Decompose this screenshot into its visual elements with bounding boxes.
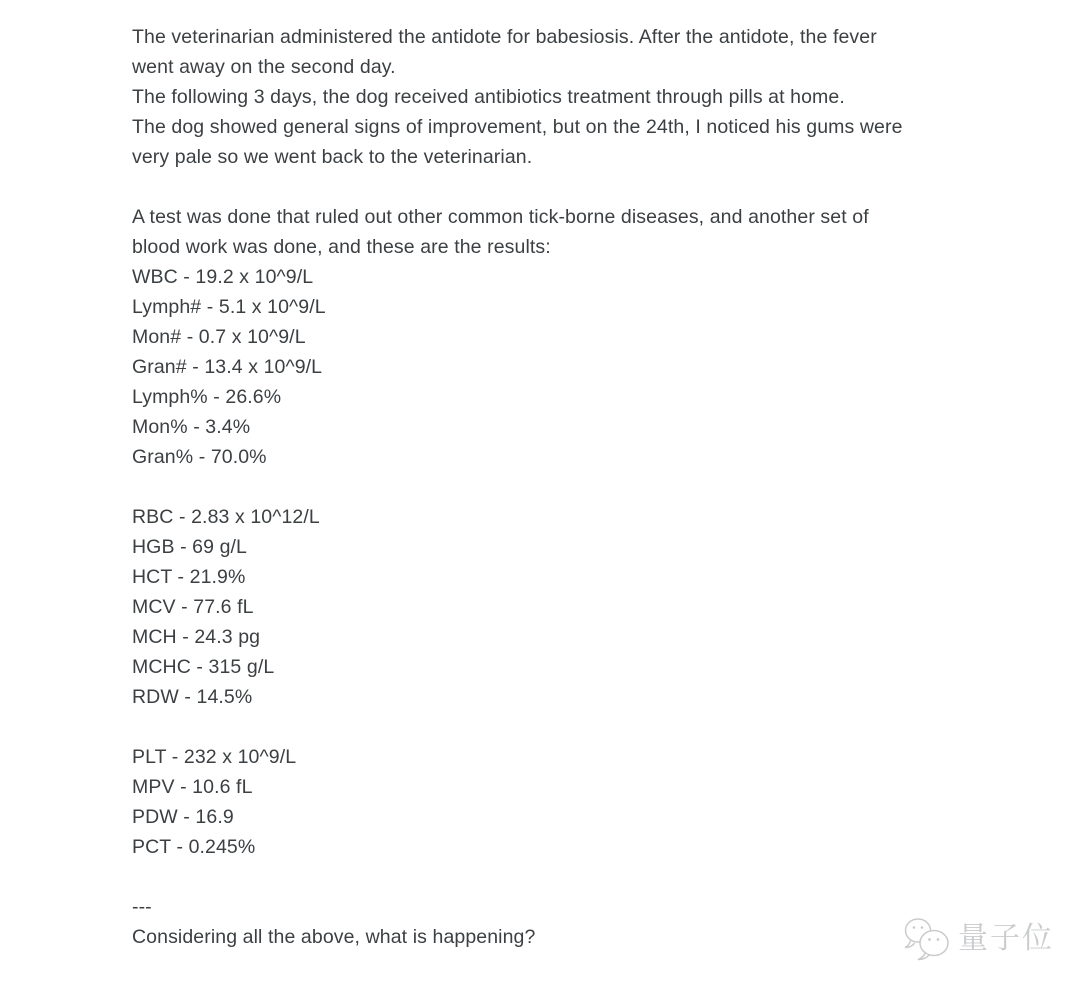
paragraph-blood-work-plt-panel <box>132 742 962 862</box>
chat-bubbles-logo-icon <box>901 915 953 963</box>
text-line: RBC - 2.83 x 10^12/L <box>132 506 320 528</box>
text-line: MCV - 77.6 fL <box>132 596 254 618</box>
qbitai-watermark <box>901 914 1054 964</box>
text-line: Gran% - 70.0% <box>132 446 267 468</box>
text-line: The veterinarian administered the antidote for babesiosis. After the antidote, the fever <box>132 26 877 48</box>
paragraph-blood-work-wbc-panel <box>132 202 962 472</box>
text-line: WBC - 19.2 x 10^9/L <box>132 266 314 288</box>
paragraph-treatment-history <box>132 22 962 172</box>
text-line: --- <box>132 896 152 918</box>
text-line: Lymph# - 5.1 x 10^9/L <box>132 296 326 318</box>
text-line: The following 3 days, the dog received antibiotics treatment through pills at home. <box>132 86 845 108</box>
text-line: PCT - 0.245% <box>132 836 256 858</box>
text-line: Lymph% - 26.6% <box>132 386 282 408</box>
text-line: blood work was done, and these are the results: <box>132 236 551 258</box>
text-line: MCHC - 315 g/L <box>132 656 275 678</box>
paragraph-blood-work-rbc-panel <box>132 502 962 712</box>
text-line: HGB - 69 g/L <box>132 536 248 558</box>
text-line: very pale so we went back to the veterinarian. <box>132 146 533 168</box>
text-line: went away on the second day. <box>132 56 396 78</box>
watermark-brand-text: 量子位 <box>958 922 1054 955</box>
text-line: MCH - 24.3 pg <box>132 626 261 648</box>
text-line: PLT - 232 x 10^9/L <box>132 746 297 768</box>
text-line: Mon# - 0.7 x 10^9/L <box>132 326 306 348</box>
text-line: RDW - 14.5% <box>132 686 253 708</box>
text-line: HCT - 21.9% <box>132 566 246 588</box>
text-line: PDW - 16.9 <box>132 806 234 828</box>
text-line: Considering all the above, what is happening? <box>132 926 536 948</box>
text-line: Mon% - 3.4% <box>132 416 251 438</box>
message-text <box>132 22 962 952</box>
text-line: A test was done that ruled out other common tick-borne diseases, and another set of <box>132 206 869 228</box>
text-line: The dog showed general signs of improvement, but on the 24th, I noticed his gums were <box>132 116 903 138</box>
text-line: Gran# - 13.4 x 10^9/L <box>132 356 323 378</box>
paragraph-closing-question <box>132 892 962 952</box>
text-line: MPV - 10.6 fL <box>132 776 253 798</box>
